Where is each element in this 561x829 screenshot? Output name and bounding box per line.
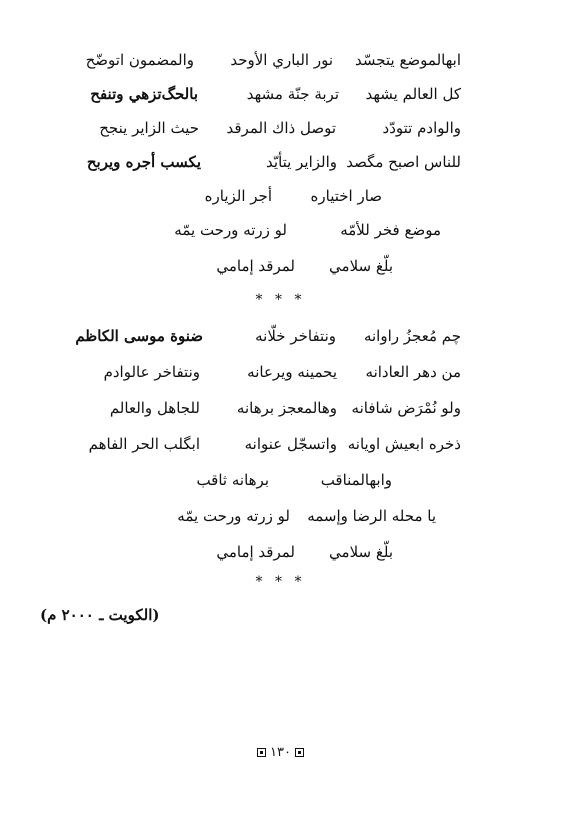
verse-line: للناس اصبح مگصد [346, 153, 461, 171]
refrain-line: صار اختياره [310, 187, 382, 205]
verse-line: والمضمون اتوضّح [85, 51, 194, 69]
refrain-line: بلّغ سلامي [329, 543, 393, 561]
refrain-line: أجر الزياره [204, 187, 272, 205]
verse-line: واتسجّل عنوانه [244, 435, 337, 453]
verse-line: ونتفاخر خلّانه [255, 327, 336, 345]
place-date-note: (الكويت ـ ٢٠٠٠ م) [40, 606, 160, 624]
verse-line: ابگلب الحر الفاهم [88, 435, 200, 453]
verse-line: چم مُعجزُ راوانه [363, 327, 461, 345]
refrain-line: وابهالمناقب [320, 471, 392, 489]
refrain-line: لمرقد إمامي [216, 257, 295, 275]
section-separator: * * * [255, 574, 306, 590]
verse-line: والزاير يتأيّد [266, 153, 337, 171]
page-number-value: ١٣٠ [270, 745, 291, 760]
verse-line: ونتفاخر عالوادم [103, 363, 200, 381]
verse-line: توصل ذاك المرقد [226, 119, 336, 137]
verse-line: نور الباري الأوحد [230, 51, 333, 69]
verse-line: ذخره ابعيش اويانه [347, 435, 461, 453]
refrain-line: لو زرته ورحت يمّه [177, 507, 290, 525]
verse-line: والوادم تتودّد [382, 119, 461, 137]
refrain-line: لو زرته ورحت يمّه [174, 221, 287, 239]
refrain-line: يا محله الرضا وإسمه [307, 507, 436, 525]
verse-line: يحمينه ويرعانه [247, 363, 337, 381]
page-number [0, 745, 561, 760]
page-number-ornament [257, 748, 266, 757]
verse-line: يكسب أجره ويربح [86, 153, 201, 171]
page-number-ornament [295, 748, 304, 757]
verse-line: بالحگ‌تزهي وتنفح [90, 85, 198, 103]
verse-line: للجاهل والعالم [109, 399, 200, 417]
verse-line: وهالمعجز برهانه [236, 399, 337, 417]
verse-line: كل العالم يشهد [365, 85, 461, 103]
refrain-line: برهانه ثاقب [196, 471, 269, 489]
refrain-line: لمرقد إمامي [216, 543, 295, 561]
verse-line: ولو نُمْرَض شافانه [351, 399, 461, 417]
section-separator: * * * [255, 292, 306, 308]
refrain-line: موضع فخر للأمّه [340, 221, 441, 239]
refrain-line: بلّغ سلامي [329, 257, 393, 275]
verse-line: ضنوة موسى الكاظم [75, 327, 203, 345]
verse-line: ابهالموضع يتجسّد [355, 51, 461, 69]
verse-line: من دهر العادانه [365, 363, 461, 381]
verse-line: حيث الزاير ينجح [99, 119, 199, 137]
verse-line: تربة جنّة مشهد [246, 85, 339, 103]
